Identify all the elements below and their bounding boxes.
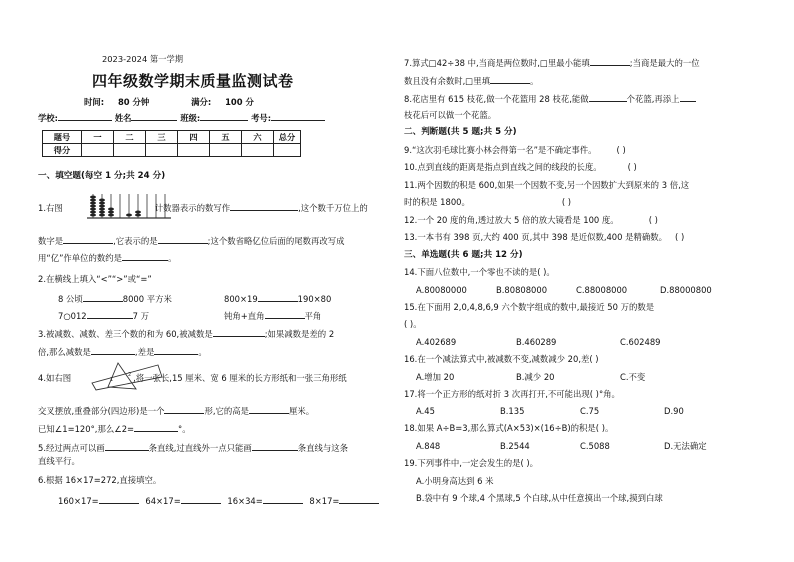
q3-text: 。 — [198, 347, 207, 357]
school-label: 学校: — [38, 113, 58, 123]
score-row-label: 得分 — [43, 144, 82, 157]
full-score-label: 满分: — [191, 97, 212, 107]
answer-blank[interactable] — [164, 404, 204, 414]
question-7-line-2 — [404, 74, 538, 87]
q1-text: 1.右图 — [38, 203, 63, 213]
question-11-line-2 — [404, 197, 571, 208]
q4-text: 厘米。 — [289, 406, 315, 416]
q1-text: 数字是 — [38, 236, 64, 246]
q1-text: 计数器表示的数写作 — [154, 203, 231, 213]
question-19-option-b[interactable]: B.袋中有 9 个球,4 个黑球,5 个白球,从中任意摸出一个球,摸到白球 — [416, 493, 663, 503]
answer-blank[interactable] — [258, 292, 298, 302]
question-2-item-d — [224, 309, 321, 322]
score-entry[interactable] — [178, 144, 210, 157]
school-blank[interactable] — [58, 111, 112, 121]
q1-text: ;这个数省略亿位后面的尾数再改写成 — [207, 236, 345, 246]
answer-blank[interactable] — [230, 201, 298, 211]
question-18-options — [416, 441, 707, 452]
answer-blank[interactable] — [249, 404, 289, 414]
question-5-line-1 — [38, 441, 348, 454]
question-5-line-2: 直线平行。 — [38, 456, 80, 466]
q2-text: 钝角+直角 — [224, 311, 265, 321]
answer-blank[interactable] — [339, 494, 379, 504]
q4-text: 4.如右图 — [38, 373, 72, 383]
option-b[interactable]: B.2544 — [500, 441, 530, 451]
exam-title: 四年级数学期末质量监测试卷 — [92, 72, 294, 90]
q2-text: 800×19 — [224, 294, 258, 304]
answer-blank[interactable] — [154, 345, 198, 355]
score-cell: 二 — [114, 131, 146, 144]
score-cell: 总分 — [274, 131, 301, 144]
question-11-line-1: 11.两个因数的积是 600,如果一个因数不变,另一个因数扩大到原来的 3 倍,这 — [404, 180, 690, 190]
term-label: 2023-2024 第一学期 — [102, 54, 184, 64]
question-16: 16.在一个减法算式中,被减数不变,减数减少 20,差( ) — [404, 354, 599, 364]
answer-blank[interactable] — [680, 92, 696, 102]
class-label: 班级: — [180, 113, 201, 123]
option-c[interactable]: C.75 — [580, 406, 600, 416]
option-c[interactable]: C.602489 — [620, 337, 661, 347]
time-label: 时间: — [84, 97, 105, 107]
question-6-items — [58, 494, 379, 507]
q2-text: 190×80 — [297, 294, 332, 304]
score-entry[interactable] — [146, 144, 178, 157]
time-value: 80 分钟 — [117, 97, 150, 107]
question-2-item-b — [224, 292, 331, 305]
q5-text: 条直线与这条 — [297, 443, 349, 453]
score-cell: 三 — [146, 131, 178, 144]
question-13 — [404, 232, 684, 243]
answer-blank[interactable] — [91, 345, 135, 355]
q5-text: 5.经过两点可以画 — [38, 443, 105, 453]
answer-blank[interactable] — [213, 327, 265, 337]
question-10 — [404, 162, 637, 173]
section-1-heading: 一、填空题(每空 1 分;共 24 分) — [38, 171, 166, 181]
question-19: 19.下列事件中,一定会发生的是( )。 — [404, 458, 539, 468]
q4-text: ,将一张长,15 厘米、宽 6 厘米的长方形纸和一张三角形纸 — [133, 373, 347, 383]
q7-text: 数且没有余数时,□里填 — [404, 76, 490, 86]
q3-text: 3.被减数、减数、差三个数的和为 60,被减数是 — [38, 329, 213, 339]
q6-text: 8×17= — [309, 496, 340, 506]
q7-text: 。 — [529, 76, 539, 86]
q7-text: 7.算式□42÷38 中,当商是两位数时,□里最小能填 — [404, 58, 590, 68]
abacus-icon — [85, 191, 173, 221]
score-entry[interactable] — [210, 144, 242, 157]
option-d[interactable]: D.无法确定 — [664, 441, 707, 451]
question-8-line-2: 枝花后可以做一个花篮。 — [404, 110, 497, 120]
section-3-heading: 三、单选题(共 6 题;共 12 分) — [404, 250, 523, 260]
question-12 — [404, 215, 658, 226]
question-14: 14.下面八位数中,一个零也不读的是( )。 — [404, 267, 555, 277]
q8-text: 8.花店里有 615 枝花,做一个花篮用 28 枝花,能做 — [404, 94, 589, 104]
answer-blank[interactable] — [63, 234, 113, 244]
answer-paren[interactable]: ( ) — [627, 162, 637, 172]
answer-blank[interactable] — [590, 56, 630, 66]
exam-meta — [84, 96, 254, 108]
question-1-line-2 — [38, 234, 345, 247]
answer-paren[interactable]: ( ) — [561, 197, 572, 207]
q5-text: 条直线,过直线外一点只能画 — [148, 443, 252, 453]
answer-blank[interactable] — [122, 251, 168, 261]
full-score-value: 100 分 — [225, 97, 254, 107]
score-entry[interactable] — [242, 144, 274, 157]
question-4-line-1 — [38, 373, 347, 384]
question-7-line-1 — [404, 56, 700, 69]
question-18: 18.如果 A÷B=3,那么算式(A×53)×(16÷B)的积是( )。 — [404, 423, 614, 433]
q3-text: 倍,那么减数是 — [38, 347, 91, 357]
question-8-line-1 — [404, 92, 696, 105]
q4-text: 已知∠1=120°,那么∠2= — [38, 424, 135, 434]
question-9 — [404, 145, 626, 156]
score-cell: 一 — [82, 131, 114, 144]
class-blank[interactable] — [200, 111, 248, 121]
q9-text: 9.“这次羽毛球比赛小林会得第一名”是不确定事件。 — [404, 145, 597, 155]
score-cell: 六 — [242, 131, 274, 144]
score-entry[interactable] — [82, 144, 114, 157]
q2-text: 平角 — [304, 311, 322, 321]
question-15-options — [416, 337, 660, 348]
answer-blank[interactable] — [87, 309, 133, 319]
q10-text: 10.点到直线的距离是指点到直线之间的线段的长度。 — [404, 162, 602, 172]
question-4-line-2 — [38, 404, 314, 417]
q4-text: 形,它的高是 — [204, 406, 249, 416]
option-a[interactable]: A.848 — [416, 441, 441, 451]
q4-text: 交叉摆放,重叠部分(四边形)是一个 — [38, 406, 165, 416]
q13-text: 13.一本书有 398 页,大约 400 页,其中 398 是近似数,400 是精确数。 — [404, 232, 668, 242]
question-16-options — [416, 372, 645, 383]
q2-text: 8 公顷 — [58, 294, 83, 304]
score-table-header-row — [43, 131, 301, 144]
answer-blank[interactable] — [83, 292, 123, 302]
answer-blank[interactable] — [105, 441, 149, 451]
question-2: 2.在横线上填入“<”“>”或“=” — [38, 274, 152, 284]
option-b[interactable]: B.460289 — [516, 337, 557, 347]
answer-blank[interactable] — [252, 441, 298, 451]
q6-text: 16×34= — [227, 496, 263, 506]
rectangle-triangle-figure — [88, 361, 174, 391]
question-15-line-1: 15.在下面用 2,0,4,8,6,9 六个数字组成的数中,最接近 50 万的数是 — [404, 302, 655, 312]
score-cell: 题号 — [43, 131, 82, 144]
answer-blank[interactable] — [265, 309, 305, 319]
name-blank[interactable] — [131, 111, 177, 121]
score-table-score-row — [43, 144, 301, 157]
answer-paren[interactable]: ( ) — [648, 215, 658, 225]
q12-text: 12.一个 20 度的角,透过放大 5 倍的放大镜看是 100 度。 — [404, 215, 619, 225]
answer-blank[interactable] — [181, 494, 221, 504]
q2-text: 7 万 — [132, 311, 149, 321]
q2-text: 7○012 — [58, 311, 87, 321]
svg-text:2: 2 — [128, 372, 132, 378]
answer-blank[interactable] — [490, 74, 530, 84]
question-3-line-2 — [38, 345, 207, 358]
question-1-line-3 — [38, 251, 176, 264]
q6-text: 160×17= — [58, 496, 99, 506]
score-cell: 五 — [210, 131, 242, 144]
q1-text: 用“亿”作单位的数约是 — [38, 253, 123, 263]
option-c[interactable]: C.88008000 — [576, 285, 628, 295]
svg-text:1: 1 — [110, 377, 114, 383]
q3-text: ,差是 — [134, 347, 155, 357]
question-17-options — [416, 406, 684, 417]
question-2-item-a — [58, 292, 172, 305]
option-a[interactable]: A.80080000 — [416, 285, 467, 295]
option-b[interactable]: B.135 — [500, 406, 525, 416]
option-c[interactable]: C.5088 — [580, 441, 610, 451]
section-2-heading: 二、判断题(共 5 题;共 5 分) — [404, 127, 517, 137]
q11-text: 时的积是 1800。 — [404, 197, 470, 207]
answer-blank[interactable] — [158, 234, 208, 244]
option-d[interactable]: D.88000800 — [660, 285, 712, 295]
option-a[interactable]: A.45 — [416, 406, 435, 416]
q7-text: ;当商是最大的一位 — [629, 58, 700, 68]
q4-text: °。 — [178, 424, 191, 434]
score-entry[interactable] — [274, 144, 301, 157]
q6-text: 64×17= — [145, 496, 181, 506]
q2-text: 8000 平方米 — [122, 294, 172, 304]
question-14-options — [416, 285, 712, 296]
score-table — [42, 130, 301, 157]
answer-paren[interactable]: ( ) — [616, 145, 626, 155]
question-6: 6.根据 16×17=272,直接填空。 — [38, 475, 162, 485]
answer-blank[interactable] — [589, 92, 627, 102]
question-4-line-3 — [38, 422, 191, 435]
question-17: 17.将一个正方形的纸对折 3 次再打开,不可能出现( )°角。 — [404, 389, 620, 399]
answer-blank[interactable] — [134, 422, 178, 432]
q8-text: 个花篮,再添上 — [626, 94, 680, 104]
option-d[interactable]: D.90 — [664, 406, 684, 416]
exam-no-blank[interactable] — [271, 111, 325, 121]
question-15-line-2: ( )。 — [404, 319, 422, 329]
q1-text: 。 — [168, 253, 177, 263]
option-c[interactable]: C.不变 — [620, 372, 646, 382]
student-info-line — [38, 111, 325, 124]
option-b[interactable]: B.减少 20 — [516, 372, 555, 382]
score-entry[interactable] — [114, 144, 146, 157]
question-19-option-a[interactable]: A.小明身高达到 6 米 — [416, 476, 494, 486]
exam-no-label: 考号: — [251, 113, 272, 123]
option-b[interactable]: B.80808000 — [496, 285, 548, 295]
q1-text: ,这个数千万位上的 — [298, 203, 368, 213]
question-2-item-c — [58, 309, 149, 322]
name-label: 姓名 — [114, 113, 132, 123]
option-a[interactable]: A.402689 — [416, 337, 457, 347]
q1-text: ,它表示的是 — [113, 236, 158, 246]
option-a[interactable]: A.增加 20 — [416, 372, 455, 382]
answer-blank[interactable] — [263, 494, 303, 504]
answer-blank[interactable] — [99, 494, 139, 504]
score-cell: 四 — [178, 131, 210, 144]
q3-text: ;如果减数是差的 2 — [264, 329, 335, 339]
answer-paren[interactable]: ( ) — [675, 232, 685, 242]
question-3-line-1 — [38, 327, 334, 340]
